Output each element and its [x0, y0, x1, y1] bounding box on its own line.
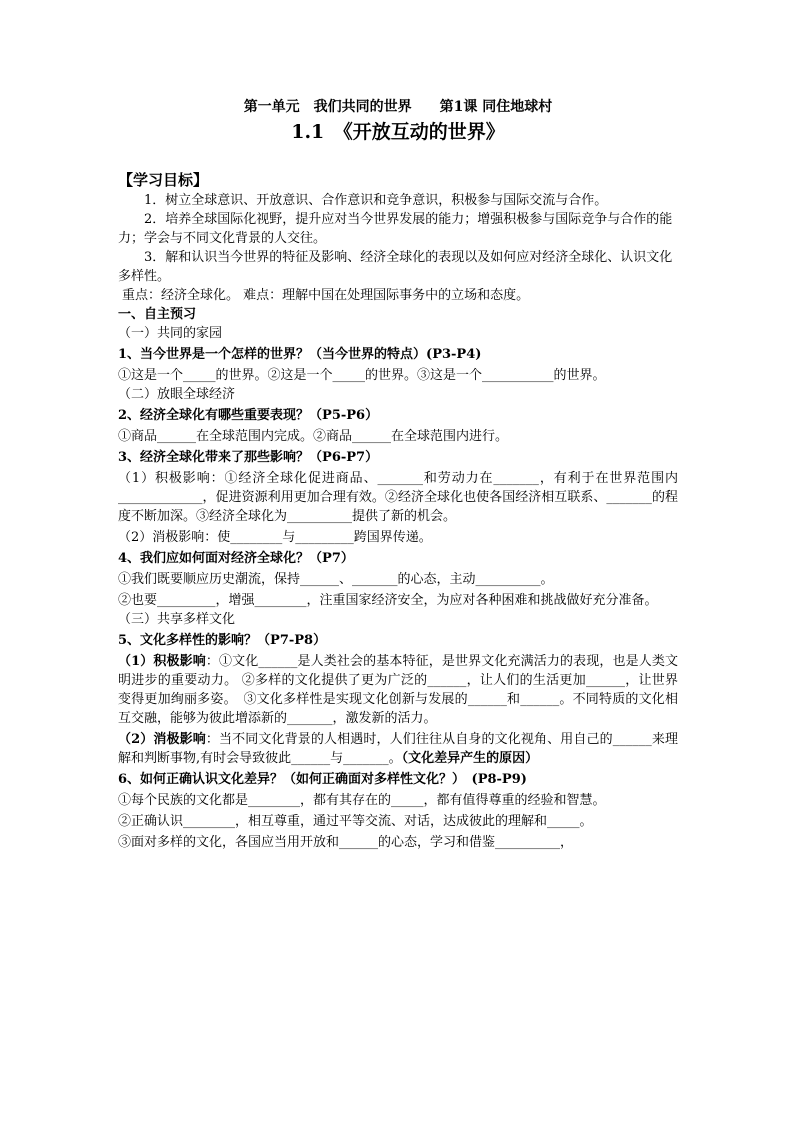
question-6: 6、如何正确认识文化差异？（如何正确面对多样性文化？） (P8-P9) — [118, 772, 527, 787]
subsection-heading: （二）放眼全球经济 — [118, 387, 236, 402]
question-2: 2、经济全球化有哪些重要表现？（P5-P6） — [118, 408, 379, 423]
question-1-body: ①这是一个_____的世界。②这是一个_____的世界。③这是一个___________的世界。 — [118, 368, 606, 383]
worksheet-page — [118, 98, 678, 852]
lesson-title: 1.1 《开放互动的世界》 — [291, 121, 505, 143]
question-1: 1、当今世界是一个怎样的世界？（当今世界的特点）(P3-P4) — [118, 347, 482, 362]
negative-text: ：当不同文化背景的人相遇时，人们往往从自身的文化视角、用自己的______来理解和判断事物,有时会导致彼此______与_______。 — [118, 732, 678, 766]
question-5: 5、文化多样性的影响？（P7-P8） — [118, 633, 327, 648]
preview-heading: 一、自主预习 — [118, 307, 197, 322]
question-6-body-2: ②正确认识________，相互尊重，通过平等交流、对话，达成彼此的理解和_____。 — [118, 814, 593, 829]
question-2-body: ①商品______在全球范围内完成。②商品______在全球范围内进行。 — [118, 429, 509, 444]
objectives-heading: 【学习目标】 — [118, 171, 209, 189]
subsection-heading: （三）共享多样文化 — [118, 612, 236, 627]
question-5-body-negative — [118, 730, 678, 768]
question-3-body-positive: （1）积极影响：①经济全球化促进商品、_______和劳动力在_______，有利于在世界范围内_____________，促进资源利用更加合理有效。②经济全球化也使各国经济相互联系、_______的程度不断加深。③经济全球化为__________提供了新的机会。 — [118, 471, 678, 524]
unit-heading: 第一单元 我们共同的世界 第1课 同住地球村 — [243, 99, 553, 115]
question-6-body-1: ①每个民族的文化都是________，都有其存在的_____，都有值得尊重的经验和智慧。 — [118, 793, 606, 808]
objective-item: 2．培养全球国际化视野，提升应对当今世界发展的能力；增强积极参与国际竞争与合作的能力；学会与不同文化背景的人交往。 — [118, 212, 673, 246]
objective-item: 1．树立全球意识、开放意识、合作意识和竞争意识，积极参与国际交流与合作。 — [144, 193, 608, 208]
focus-difficulty: 重点：经济全球化。 难点：理解中国在处理国际事务中的立场和态度。 — [122, 288, 530, 303]
question-6-body-3: ③面对多样的文化，各国应当用开放和______的心态，学习和借鉴__________， — [118, 835, 574, 850]
negative-note: （文化差异产生的原因） — [401, 751, 539, 766]
question-4: 4、我们应如何面对经济全球化？（P7） — [118, 551, 354, 566]
question-4-body-1: ①我们既要顺应历史潮流，保持______、_______的心态，主动__________。 — [118, 572, 554, 587]
positive-label: （1）积极影响 — [118, 654, 206, 669]
question-5-body-positive — [118, 652, 678, 728]
objective-item: 3．解和认识当今世界的特征及影响、经济全球化的表现以及如何应对经济全球化、认识文化多样性。 — [118, 250, 673, 284]
question-4-body-2: ②也要_________，增强________，注重国家经济安全，为应对各种困难和挑战做好充分准备。 — [118, 593, 658, 608]
subsection-heading: （一）共同的家园 — [118, 326, 223, 341]
positive-text: ：①文化______是人类社会的基本特征，是世界文化充满活力的表现，也是人类文明进步的重要动力。 ②多样的文化提供了更为广泛的______，让人们的生活更加______，让世界变得更加绚丽多姿。 ③文化多样性是实现文化创新与发展的______和______。不同特质的文化相互交融，能够为彼此增添新的_______，激发新的活力。 — [118, 654, 678, 726]
negative-label: （2）消极影响 — [118, 732, 206, 747]
question-3-body-negative: （2）消极影响：使________与_________跨国界传递。 — [118, 530, 432, 545]
question-3: 3、经济全球化带来了那些影响？（P6-P7） — [118, 450, 379, 465]
